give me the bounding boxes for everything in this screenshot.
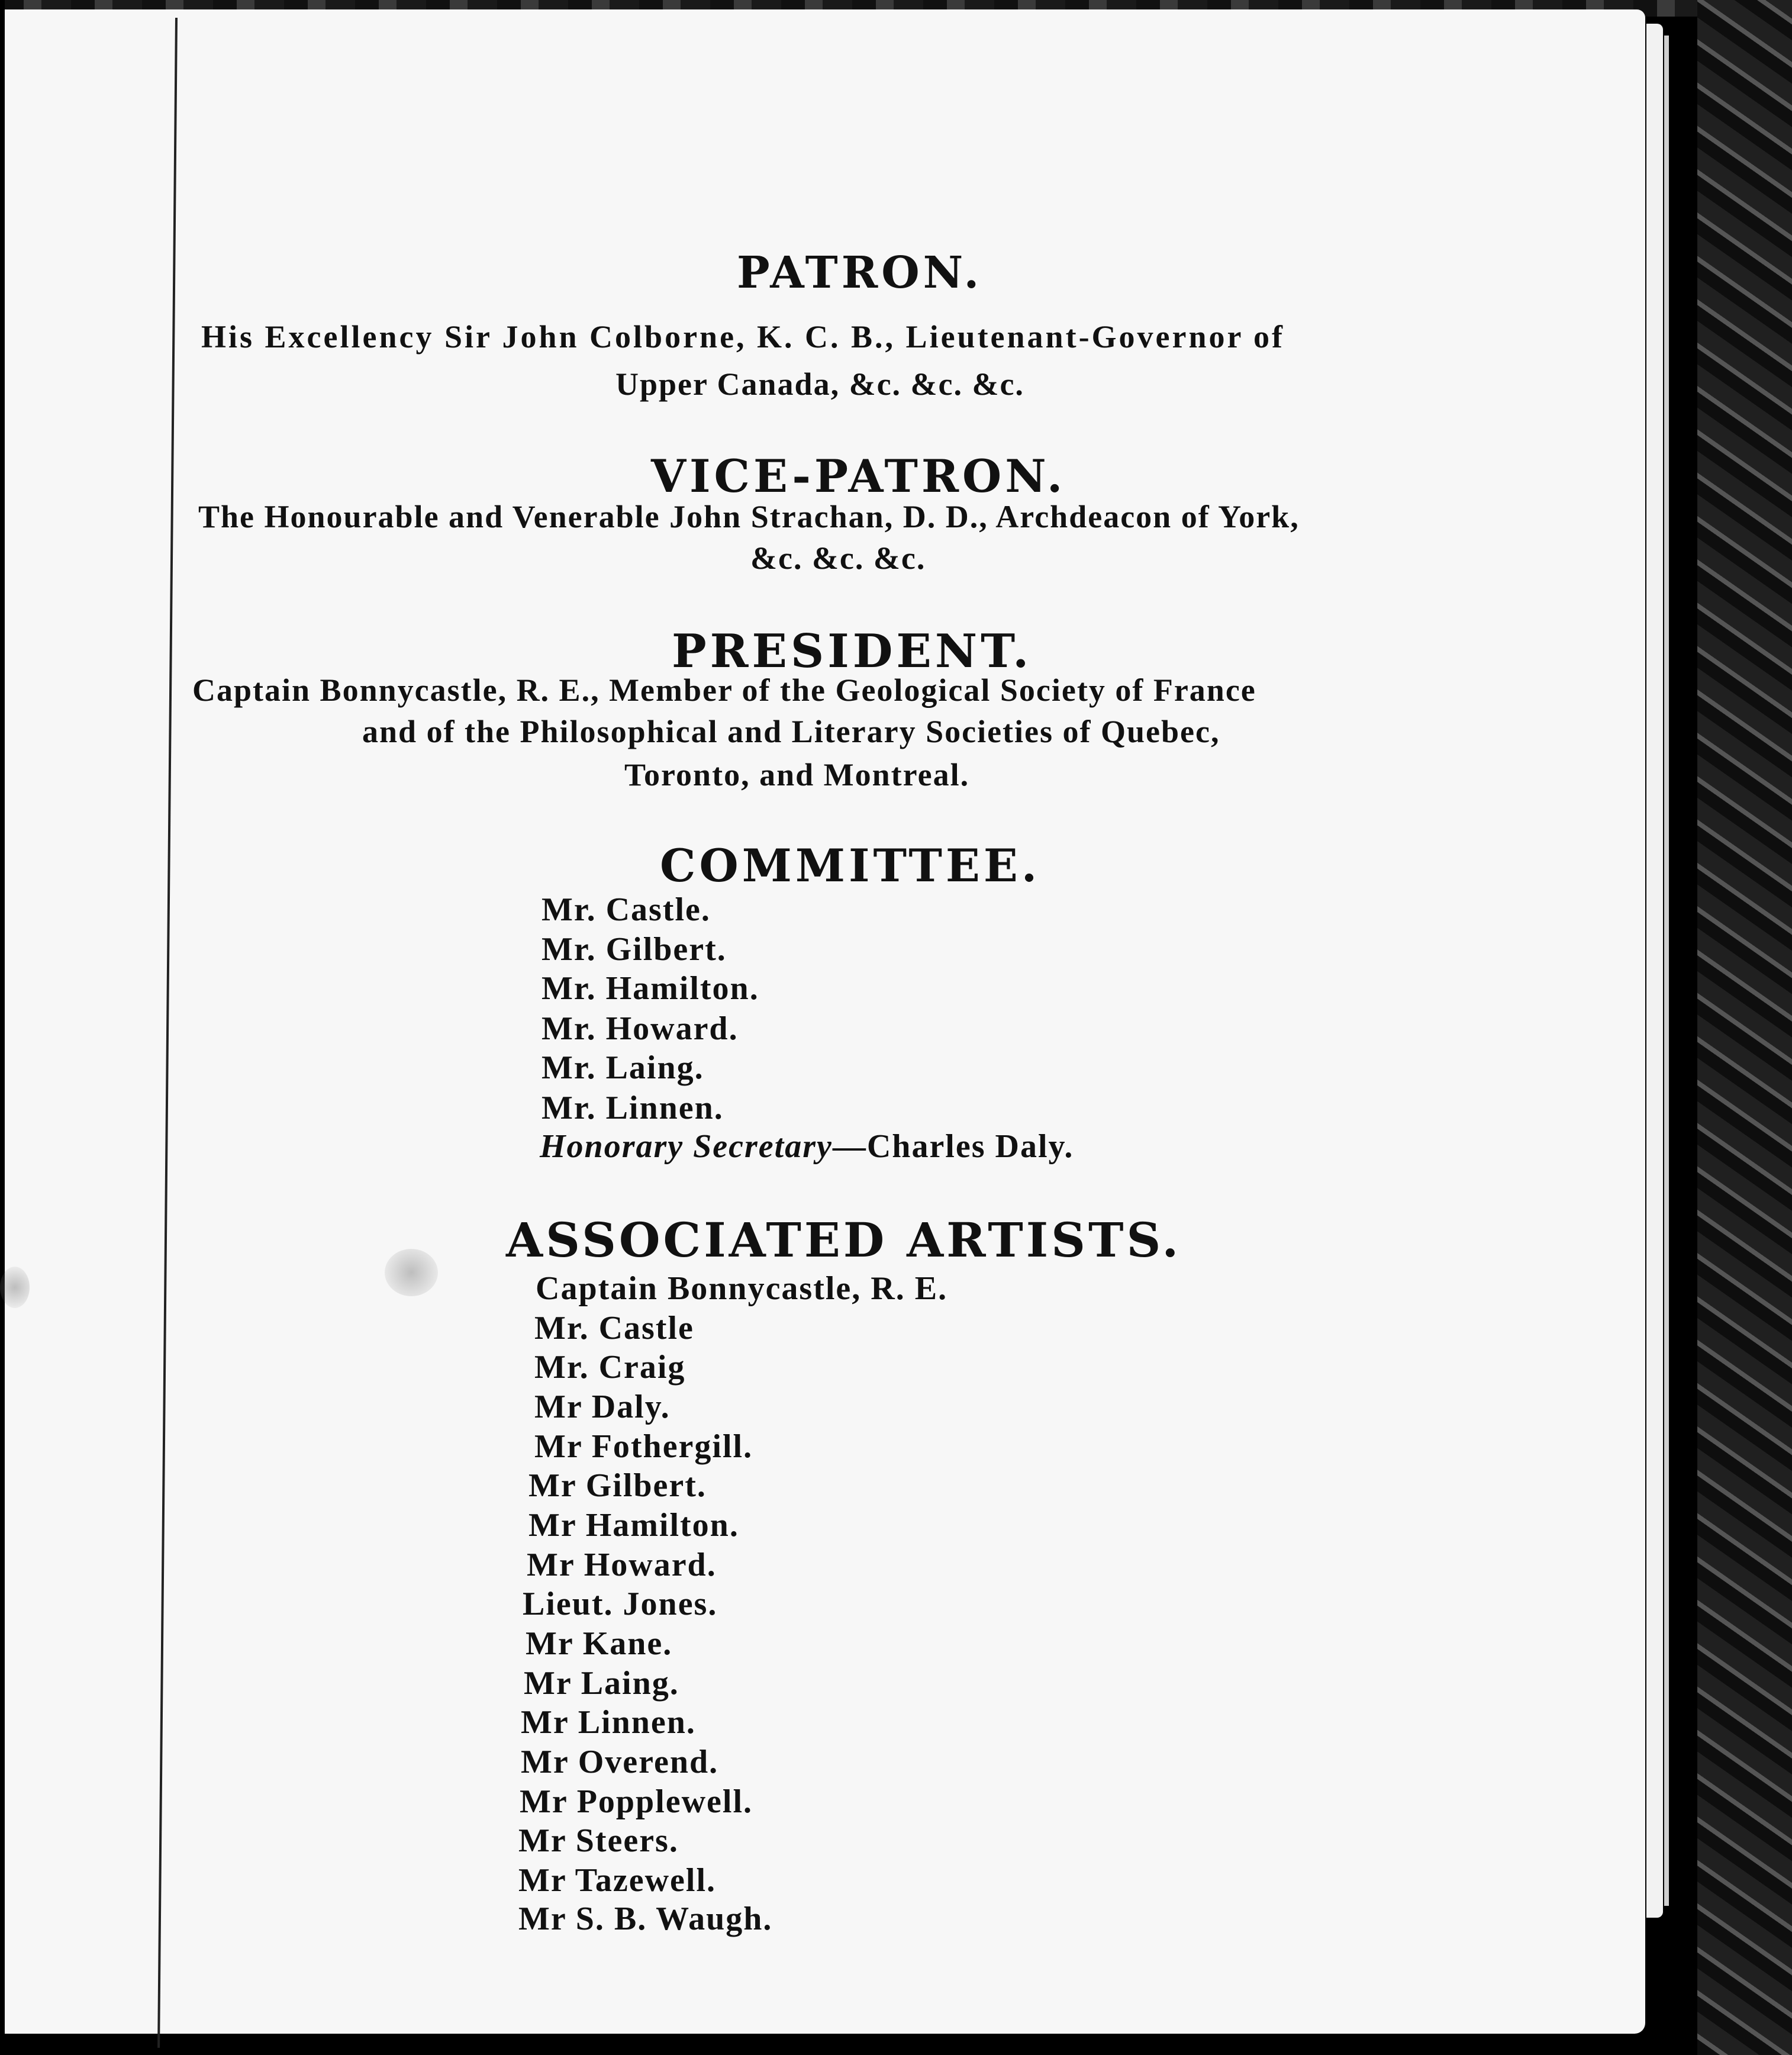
patron-line-1: His Excellency Sir John Colborne, K. C. B., Lieutenant-Governor of (201, 319, 1285, 355)
artist-name: Mr. Castle (534, 1310, 694, 1347)
committee-member: Mr. Howard. (542, 1010, 739, 1047)
artist-name: Mr Linnen. (521, 1704, 696, 1741)
committee-member: Mr. Gilbert. (542, 931, 727, 968)
artist-name: Mr Gilbert. (528, 1467, 707, 1504)
honorary-secretary-name: —Charles Daly. (832, 1128, 1074, 1165)
artist-name: Lieut. Jones. (523, 1586, 718, 1622)
associated-artists-heading: ASSOCIATED ARTISTS. (506, 1212, 1182, 1268)
committee-member: Mr. Laing. (542, 1049, 704, 1086)
artist-name: Mr Kane. (526, 1625, 673, 1662)
honorary-secretary (540, 1128, 1074, 1165)
vice-patron-line-2: &c. &c. &c. (750, 540, 926, 576)
artist-name: Mr. Craig (534, 1349, 686, 1386)
artist-name: Mr Daly. (534, 1389, 671, 1425)
artist-name: Mr Howard. (527, 1547, 717, 1583)
artist-name: Mr S. B. Waugh. (518, 1901, 773, 1937)
committee-heading: COMMITTEE. (660, 839, 1041, 892)
patron-line-2: Upper Canada, &c. &c. &c. (615, 366, 1024, 402)
president-heading: PRESIDENT. (672, 624, 1033, 678)
vice-patron-line-1: The Honourable and Venerable John Strachan, D. D., Archdeacon of York, (198, 499, 1300, 534)
committee-member: Mr. Linnen. (542, 1090, 724, 1126)
patron-heading: PATRON. (737, 247, 983, 298)
artist-name: Mr Popplewell. (520, 1783, 753, 1820)
artist-name: Mr Fothergill. (534, 1428, 753, 1465)
artist-name: Mr Tazewell. (518, 1862, 717, 1899)
honorary-secretary-label: Honorary Secretary (540, 1128, 833, 1165)
committee-member: Mr. Hamilton. (542, 970, 759, 1007)
artist-name: Mr Hamilton. (528, 1507, 739, 1544)
artist-name: Mr Overend. (521, 1744, 719, 1780)
president-line-2: and of the Philosophical and Literary Societies of Quebec, (362, 714, 1220, 749)
vice-patron-heading: VICE-PATRON. (651, 450, 1066, 503)
artist-name: Mr Laing. (524, 1665, 679, 1702)
committee-member: Mr. Castle. (542, 891, 711, 928)
artist-name: Mr Steers. (518, 1822, 679, 1859)
president-line-1: Captain Bonnycastle, R. E., Member of the Geological Society of France (192, 672, 1256, 708)
president-line-3: Toronto, and Montreal. (624, 757, 970, 793)
artist-name: Captain Bonnycastle, R. E. (536, 1270, 948, 1307)
